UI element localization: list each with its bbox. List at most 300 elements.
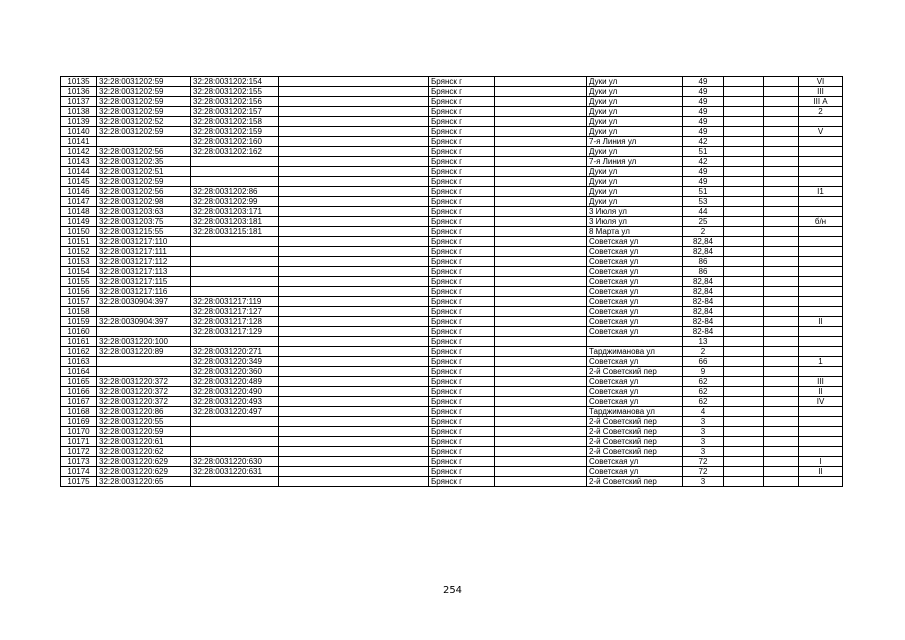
blank-column-2-cell [495, 97, 587, 107]
blank-column-3-cell [724, 217, 764, 227]
building-letter-cell [799, 327, 843, 337]
blank-column-3-cell [724, 337, 764, 347]
parcel-number-cell: 32:28:0031217:116 [97, 287, 191, 297]
street-cell: Дуки ул [587, 77, 683, 87]
building-number-cell: 32:28:0031202:155 [191, 87, 279, 97]
house-number-cell: 86 [683, 267, 724, 277]
building-number-cell: 32:28:0031202:154 [191, 77, 279, 87]
blank-column-3-cell [724, 127, 764, 137]
house-number-cell: 9 [683, 367, 724, 377]
blank-column-4-cell [764, 437, 799, 447]
building-number-cell: 32:28:0031203:181 [191, 217, 279, 227]
row-number-cell: 10139 [61, 117, 97, 127]
blank-column-4-cell [764, 457, 799, 467]
row-number-cell: 10146 [61, 187, 97, 197]
city-cell: Брянск г [429, 427, 495, 437]
building-number-cell: 32:28:0031220:360 [191, 367, 279, 377]
street-cell: Советская ул [587, 247, 683, 257]
blank-column-3-cell [724, 87, 764, 97]
table-row [61, 157, 843, 167]
city-cell: Брянск г [429, 277, 495, 287]
blank-column-cell [279, 377, 429, 387]
blank-column-4-cell [764, 447, 799, 457]
row-number-cell: 10168 [61, 407, 97, 417]
table-row [61, 137, 843, 147]
building-number-cell [191, 237, 279, 247]
parcel-number-cell: 32:28:0031220:59 [97, 427, 191, 437]
row-number-cell: 10145 [61, 177, 97, 187]
street-cell [587, 337, 683, 347]
blank-column-4-cell [764, 207, 799, 217]
blank-column-cell [279, 337, 429, 347]
building-number-cell: 32:28:0031202:156 [191, 97, 279, 107]
blank-column-cell [279, 137, 429, 147]
city-cell: Брянск г [429, 387, 495, 397]
blank-column-3-cell [724, 307, 764, 317]
parcel-number-cell: 32:28:0031202:59 [97, 77, 191, 87]
blank-column-4-cell [764, 297, 799, 307]
table-row [61, 257, 843, 267]
city-cell: Брянск г [429, 447, 495, 457]
row-number-cell: 10161 [61, 337, 97, 347]
blank-column-cell [279, 317, 429, 327]
row-number-cell: 10160 [61, 327, 97, 337]
table-row [61, 337, 843, 347]
blank-column-3-cell [724, 377, 764, 387]
house-number-cell: 25 [683, 217, 724, 227]
blank-column-2-cell [495, 147, 587, 157]
street-cell: 7-я Линия ул [587, 157, 683, 167]
building-letter-cell [799, 197, 843, 207]
blank-column-2-cell [495, 467, 587, 477]
parcel-number-cell [97, 357, 191, 367]
table-row [61, 107, 843, 117]
street-cell: Советская ул [587, 467, 683, 477]
blank-column-2-cell [495, 77, 587, 87]
blank-column-cell [279, 157, 429, 167]
blank-column-3-cell [724, 97, 764, 107]
blank-column-cell [279, 77, 429, 87]
building-letter-cell [799, 287, 843, 297]
house-number-cell: 82,84 [683, 287, 724, 297]
building-letter-cell: 2 [799, 107, 843, 117]
blank-column-cell [279, 427, 429, 437]
blank-column-3-cell [724, 417, 764, 427]
blank-column-2-cell [495, 427, 587, 437]
blank-column-3-cell [724, 147, 764, 157]
parcel-number-cell: 32:28:0031202:59 [97, 87, 191, 97]
row-number-cell: 10167 [61, 397, 97, 407]
blank-column-4-cell [764, 227, 799, 237]
blank-column-3-cell [724, 207, 764, 217]
row-number-cell: 10173 [61, 457, 97, 467]
blank-column-cell [279, 477, 429, 487]
house-number-cell: 62 [683, 397, 724, 407]
blank-column-cell [279, 467, 429, 477]
table-row [61, 387, 843, 397]
building-number-cell: 32:28:0031220:631 [191, 467, 279, 477]
table-row [61, 167, 843, 177]
city-cell: Брянск г [429, 237, 495, 247]
building-number-cell: 32:28:0031202:162 [191, 147, 279, 157]
city-cell: Брянск г [429, 107, 495, 117]
blank-column-2-cell [495, 257, 587, 267]
building-letter-cell [799, 367, 843, 377]
parcel-number-cell: 32:28:0031217:110 [97, 237, 191, 247]
building-number-cell [191, 437, 279, 447]
row-number-cell: 10172 [61, 447, 97, 457]
building-number-cell: 32:28:0031215:181 [191, 227, 279, 237]
table-row [61, 467, 843, 477]
blank-column-2-cell [495, 397, 587, 407]
house-number-cell: 53 [683, 197, 724, 207]
blank-column-2-cell [495, 177, 587, 187]
house-number-cell: 72 [683, 457, 724, 467]
building-letter-cell: 1 [799, 357, 843, 367]
blank-column-3-cell [724, 107, 764, 117]
blank-column-4-cell [764, 257, 799, 267]
building-number-cell: 32:28:0031217:127 [191, 307, 279, 317]
street-cell: Советская ул [587, 317, 683, 327]
street-cell: Советская ул [587, 377, 683, 387]
row-number-cell: 10151 [61, 237, 97, 247]
street-cell: Советская ул [587, 297, 683, 307]
blank-column-cell [279, 207, 429, 217]
blank-column-cell [279, 167, 429, 177]
parcel-number-cell [97, 327, 191, 337]
house-number-cell: 42 [683, 157, 724, 167]
house-number-cell: 49 [683, 167, 724, 177]
blank-column-2-cell [495, 317, 587, 327]
row-number-cell: 10163 [61, 357, 97, 367]
street-cell: 3 Июля ул [587, 207, 683, 217]
blank-column-4-cell [764, 417, 799, 427]
blank-column-cell [279, 357, 429, 367]
blank-column-2-cell [495, 307, 587, 317]
city-cell: Брянск г [429, 157, 495, 167]
building-letter-cell [799, 227, 843, 237]
table-row [61, 187, 843, 197]
city-cell: Брянск г [429, 97, 495, 107]
parcel-number-cell [97, 367, 191, 377]
blank-column-4-cell [764, 317, 799, 327]
table-row [61, 367, 843, 377]
blank-column-cell [279, 217, 429, 227]
blank-column-4-cell [764, 357, 799, 367]
city-cell: Брянск г [429, 347, 495, 357]
blank-column-4-cell [764, 107, 799, 117]
house-number-cell: 62 [683, 387, 724, 397]
table-row [61, 437, 843, 447]
row-number-cell: 10166 [61, 387, 97, 397]
building-letter-cell [799, 147, 843, 157]
building-letter-cell [799, 417, 843, 427]
blank-column-2-cell [495, 247, 587, 257]
parcel-number-cell: 32:28:0031220:65 [97, 477, 191, 487]
house-number-cell: 86 [683, 257, 724, 267]
city-cell: Брянск г [429, 307, 495, 317]
building-letter-cell [799, 247, 843, 257]
street-cell: Советская ул [587, 287, 683, 297]
blank-column-2-cell [495, 127, 587, 137]
blank-column-4-cell [764, 397, 799, 407]
table-row [61, 447, 843, 457]
parcel-number-cell: 32:28:0031217:111 [97, 247, 191, 257]
house-number-cell: 66 [683, 357, 724, 367]
street-cell: Советская ул [587, 277, 683, 287]
row-number-cell: 10159 [61, 317, 97, 327]
row-number-cell: 10171 [61, 437, 97, 447]
building-letter-cell: II [799, 387, 843, 397]
house-number-cell: 49 [683, 117, 724, 127]
row-number-cell: 10149 [61, 217, 97, 227]
house-number-cell: 82-84 [683, 317, 724, 327]
building-number-cell: 32:28:0031220:493 [191, 397, 279, 407]
house-number-cell: 3 [683, 477, 724, 487]
city-cell: Брянск г [429, 267, 495, 277]
blank-column-cell [279, 387, 429, 397]
blank-column-2-cell [495, 287, 587, 297]
parcel-number-cell: 32:28:0031202:56 [97, 147, 191, 157]
building-letter-cell [799, 137, 843, 147]
parcel-number-cell: 32:28:0031220:372 [97, 397, 191, 407]
building-letter-cell [799, 237, 843, 247]
parcel-number-cell: 32:28:0031220:62 [97, 447, 191, 457]
blank-column-2-cell [495, 297, 587, 307]
page-number: 254 [442, 585, 463, 596]
building-number-cell [191, 447, 279, 457]
row-number-cell: 10156 [61, 287, 97, 297]
blank-column-cell [279, 347, 429, 357]
building-number-cell [191, 267, 279, 277]
blank-column-4-cell [764, 287, 799, 297]
blank-column-4-cell [764, 277, 799, 287]
house-number-cell: 51 [683, 187, 724, 197]
building-number-cell [191, 157, 279, 167]
blank-column-2-cell [495, 217, 587, 227]
city-cell: Брянск г [429, 297, 495, 307]
blank-column-4-cell [764, 337, 799, 347]
street-cell: Дуки ул [587, 167, 683, 177]
house-number-cell: 49 [683, 107, 724, 117]
street-cell: Советская ул [587, 267, 683, 277]
street-cell: Дуки ул [587, 127, 683, 137]
blank-column-4-cell [764, 137, 799, 147]
table-row [61, 207, 843, 217]
parcel-number-cell: 32:28:0030904:397 [97, 297, 191, 307]
building-letter-cell [799, 207, 843, 217]
city-cell: Брянск г [429, 197, 495, 207]
blank-column-3-cell [724, 367, 764, 377]
building-number-cell [191, 257, 279, 267]
blank-column-4-cell [764, 477, 799, 487]
blank-column-2-cell [495, 357, 587, 367]
parcel-number-cell: 32:28:0031220:61 [97, 437, 191, 447]
building-letter-cell: I [799, 457, 843, 467]
building-number-cell [191, 177, 279, 187]
house-number-cell: 3 [683, 427, 724, 437]
building-number-cell: 32:28:0031202:157 [191, 107, 279, 117]
blank-column-2-cell [495, 437, 587, 447]
house-number-cell: 4 [683, 407, 724, 417]
blank-column-4-cell [764, 157, 799, 167]
blank-column-4-cell [764, 87, 799, 97]
street-cell: Дуки ул [587, 117, 683, 127]
blank-column-3-cell [724, 297, 764, 307]
city-cell: Брянск г [429, 167, 495, 177]
city-cell: Брянск г [429, 87, 495, 97]
table-row [61, 97, 843, 107]
street-cell: Дуки ул [587, 197, 683, 207]
parcel-number-cell: 32:28:0031202:51 [97, 167, 191, 177]
parcel-number-cell [97, 307, 191, 317]
row-number-cell: 10152 [61, 247, 97, 257]
blank-column-2-cell [495, 237, 587, 247]
house-number-cell: 82-84 [683, 327, 724, 337]
table-row [61, 377, 843, 387]
city-cell: Брянск г [429, 147, 495, 157]
house-number-cell: 62 [683, 377, 724, 387]
row-number-cell: 10175 [61, 477, 97, 487]
blank-column-2-cell [495, 187, 587, 197]
table-row [61, 397, 843, 407]
street-cell: Советская ул [587, 327, 683, 337]
table-row [61, 237, 843, 247]
building-number-cell [191, 277, 279, 287]
blank-column-cell [279, 407, 429, 417]
blank-column-cell [279, 257, 429, 267]
blank-column-2-cell [495, 407, 587, 417]
table-row [61, 417, 843, 427]
blank-column-4-cell [764, 197, 799, 207]
house-number-cell: 49 [683, 97, 724, 107]
city-cell: Брянск г [429, 397, 495, 407]
building-number-cell: 32:28:0031217:119 [191, 297, 279, 307]
blank-column-2-cell [495, 447, 587, 457]
blank-column-cell [279, 287, 429, 297]
building-letter-cell: III А [799, 97, 843, 107]
table-row [61, 357, 843, 367]
blank-column-cell [279, 197, 429, 207]
blank-column-cell [279, 237, 429, 247]
building-letter-cell: III [799, 377, 843, 387]
blank-column-3-cell [724, 387, 764, 397]
building-letter-cell [799, 477, 843, 487]
blank-column-3-cell [724, 447, 764, 457]
table-row [61, 317, 843, 327]
street-cell: Дуки ул [587, 87, 683, 97]
blank-column-cell [279, 397, 429, 407]
parcel-number-cell: 32:28:0031220:89 [97, 347, 191, 357]
city-cell: Брянск г [429, 127, 495, 137]
house-number-cell: 82-84 [683, 297, 724, 307]
street-cell: Советская ул [587, 397, 683, 407]
blank-column-2-cell [495, 107, 587, 117]
table-row [61, 127, 843, 137]
table-row [61, 457, 843, 467]
parcel-number-cell: 32:28:0031202:35 [97, 157, 191, 167]
building-number-cell: 32:28:0031220:630 [191, 457, 279, 467]
house-number-cell: 82,84 [683, 237, 724, 247]
parcel-number-cell: 32:28:0031220:100 [97, 337, 191, 347]
blank-column-3-cell [724, 157, 764, 167]
table-row [61, 177, 843, 187]
building-letter-cell: б/н [799, 217, 843, 227]
table-row [61, 197, 843, 207]
city-cell: Брянск г [429, 327, 495, 337]
street-cell: Тарджиманова ул [587, 347, 683, 357]
table-row [61, 427, 843, 437]
blank-column-2-cell [495, 337, 587, 347]
building-letter-cell: III [799, 87, 843, 97]
building-letter-cell [799, 307, 843, 317]
row-number-cell: 10142 [61, 147, 97, 157]
building-number-cell [191, 417, 279, 427]
table-row [61, 87, 843, 97]
blank-column-2-cell [495, 277, 587, 287]
blank-column-cell [279, 417, 429, 427]
parcel-number-cell: 32:28:0031220:629 [97, 467, 191, 477]
blank-column-3-cell [724, 277, 764, 287]
building-letter-cell [799, 407, 843, 417]
city-cell: Брянск г [429, 417, 495, 427]
table-row [61, 287, 843, 297]
house-number-cell: 44 [683, 207, 724, 217]
blank-column-3-cell [724, 227, 764, 237]
blank-column-2-cell [495, 87, 587, 97]
blank-column-2-cell [495, 207, 587, 217]
row-number-cell: 10137 [61, 97, 97, 107]
house-number-cell: 3 [683, 447, 724, 457]
blank-column-2-cell [495, 117, 587, 127]
street-cell: Дуки ул [587, 97, 683, 107]
building-letter-cell [799, 267, 843, 277]
parcel-number-cell: 32:28:0031220:86 [97, 407, 191, 417]
row-number-cell: 10143 [61, 157, 97, 167]
blank-column-2-cell [495, 477, 587, 487]
building-number-cell: 32:28:0031220:490 [191, 387, 279, 397]
row-number-cell: 10144 [61, 167, 97, 177]
street-cell: 2-й Советский пер [587, 417, 683, 427]
parcel-number-cell: 32:28:0031202:59 [97, 177, 191, 187]
blank-column-3-cell [724, 457, 764, 467]
building-number-cell [191, 477, 279, 487]
city-cell: Брянск г [429, 477, 495, 487]
blank-column-4-cell [764, 237, 799, 247]
parcel-number-cell: 32:28:0031217:115 [97, 277, 191, 287]
blank-column-cell [279, 437, 429, 447]
city-cell: Брянск г [429, 357, 495, 367]
building-number-cell: 32:28:0031202:159 [191, 127, 279, 137]
building-letter-cell: II [799, 317, 843, 327]
blank-column-cell [279, 267, 429, 277]
city-cell: Брянск г [429, 457, 495, 467]
building-letter-cell: VI [799, 77, 843, 87]
parcel-number-cell: 32:28:0031202:59 [97, 107, 191, 117]
building-letter-cell [799, 427, 843, 437]
blank-column-3-cell [724, 187, 764, 197]
house-number-cell: 49 [683, 177, 724, 187]
parcel-number-cell: 32:28:0031220:629 [97, 457, 191, 467]
blank-column-4-cell [764, 407, 799, 417]
table-row [61, 77, 843, 87]
building-letter-cell: II [799, 467, 843, 477]
blank-column-cell [279, 177, 429, 187]
blank-column-2-cell [495, 417, 587, 427]
row-number-cell: 10148 [61, 207, 97, 217]
city-cell: Брянск г [429, 207, 495, 217]
house-number-cell: 82,84 [683, 247, 724, 257]
